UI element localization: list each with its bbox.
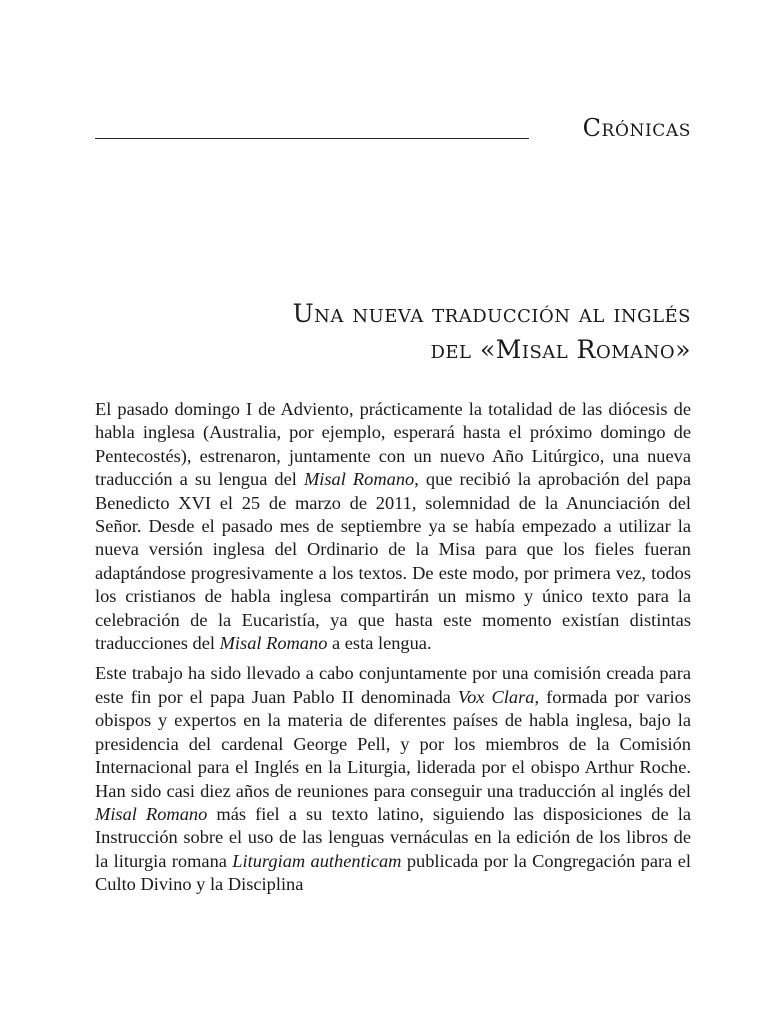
article-body	[95, 398, 691, 904]
paragraph-2-text-b: , formada por varios obispos y expertos en la materia de diferentes países de habla inglesa, bajo la presidencia del cardenal George Pell, y por los miembros de la Comisión Internacional para el Inglés en la Liturgia, liderada por el obispo Arthur Roche. Han sido casi diez años de reuniones para conseguir una traducción al inglés del	[95, 686, 692, 801]
article-title-line-1: Una nueva traducción al inglés	[292, 299, 691, 328]
paragraph-2-text-c: más fiel a su texto latino, siguiendo las disposiciones de la Instrucción sobre el uso de las lenguas vernáculas en la edición de los libros de la liturgia romana	[95, 803, 691, 871]
paragraph-2-text-a: Este trabajo ha sido llevado a cabo conjuntamente por una comisión creada para este fin por el papa Juan Pablo II denominada	[95, 663, 691, 707]
paragraph-2-italic-liturgiam: Liturgiam authenticam	[232, 850, 402, 871]
paragraph-2-text-d: publicada por la Congregación para el Culto Divino y la Disciplina	[95, 850, 691, 895]
paragraph-1-italic-misal-2: Misal Romano	[219, 633, 328, 654]
paragraph-1-text-b: , que recibió la aprobación del papa Benedicto XVI el 25 de marzo de 2011, solemnidad de la Anunciación del Señor. Desde el pasado mes de septiembre ya se había empezado a utilizar la nueva versión inglesa del Ordinario de la Misa para que los fieles fueran adaptándose progresivamente a los textos. De este modo, por primera vez, todos los cristianos de habla inglesa compartirán un mismo y único texto para la celebración de la Eucaristía, ya que hasta este momento existían distintas traducciones del	[95, 469, 692, 654]
article-title-line-2: del «Misal Romano»	[430, 335, 691, 364]
paragraph-1-text-a: El pasado domingo I de Adviento, prácticamente la totalidad de las diócesis de habla inglesa (Australia, por ejemplo, esperará hasta el próximo domingo de Pentecostés), estrenaron, juntamente con un nuevo Año Litúrgico, una nueva traducción a su lengua del	[95, 399, 691, 490]
paragraph-1-text-c: a esta lengua.	[327, 633, 432, 654]
article-title	[293, 296, 691, 368]
paragraph-2-italic-vox-clara: Vox Clara	[457, 686, 535, 707]
paragraph-1-italic-misal-1: Misal Romano	[303, 469, 415, 490]
section-header	[95, 112, 691, 146]
paragraph-2	[95, 662, 691, 896]
section-title: Crónicas	[582, 114, 691, 142]
header-rule	[95, 138, 529, 139]
paragraph-2-italic-misal: Misal Romano	[95, 803, 208, 824]
paragraph-1	[95, 398, 691, 655]
